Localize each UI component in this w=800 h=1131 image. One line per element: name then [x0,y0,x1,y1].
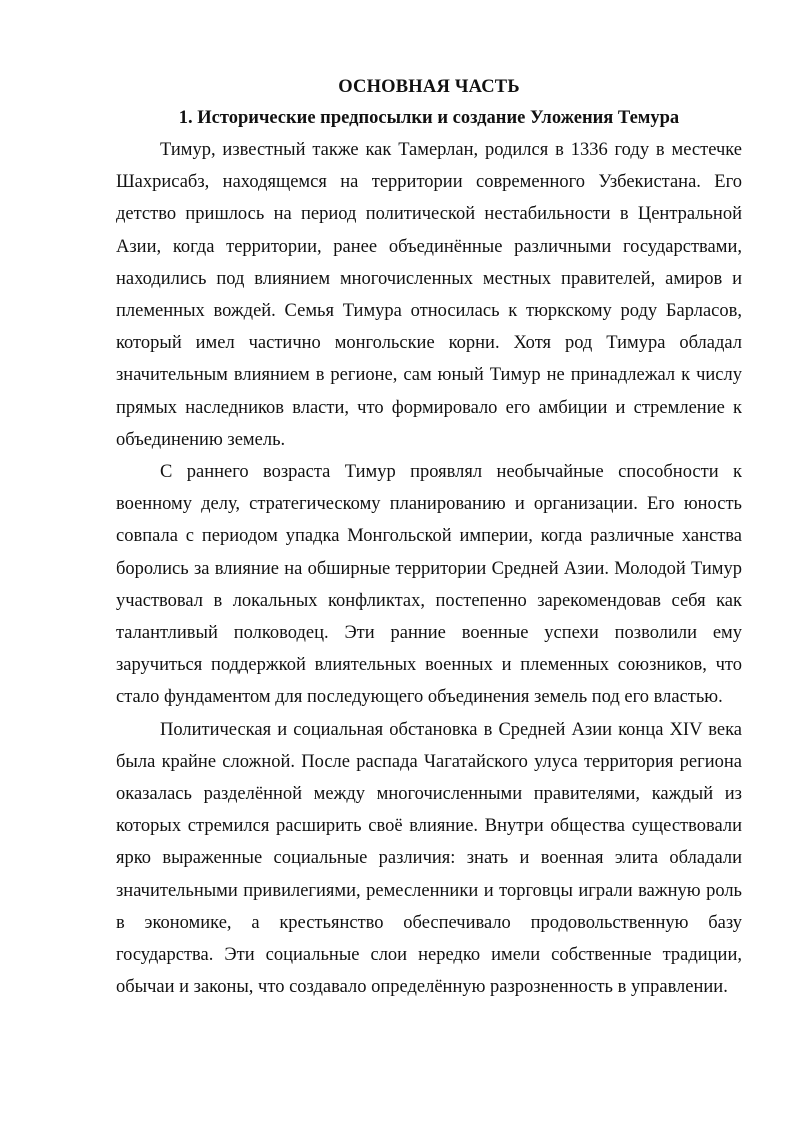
paragraph-1: Тимур, известный также как Тамерлан, родился в 1336 году в местечке Шахрисабз, находящемся на территории современного Узбекистана. Его детство пришлось на период политической нестабильности в Центральной Азии, когда территории, ранее объединённые различными государствами, находились под влиянием многочисленных местных правителей, амиров и племенных вождей. Семья Тимура относилась к тюркскому роду Барласов, который имел частично монгольские корни. Хотя род Тимура обладал значительным влиянием в регионе, сам юный Тимур не принадлежал к числу прямых наследников власти, что формировало его амбиции и стремление к объединению земель. [116,140,742,450]
paragraph-3: Политическая и социальная обстановка в Средней Азии конца XIV века была крайне сложной. После распада Чагатайского улуса территория региона оказалась разделённой между многочисленными правителями, каждый из которых стремился расширить своё влияние. Внутри общества существовали ярко выраженные социальные различия: знать и военная элита обладали значительными привилегиями, ремесленники и торговцы играли важную роль в экономике, а крестьянство обеспечивало продовольственную базу государства. Эти социальные слои нередко имели собственные традиции, обычаи и законы, что создавало определённую разрозненность в управлении. [116,719,742,998]
section-title: 1. Исторические предпосылки и создание Уложения Темура [178,108,680,128]
paragraph-2: С раннего возраста Тимур проявлял необычайные способности к военному делу, стратегическому планированию и организации. Его юность совпала с периодом упадка Монгольской империи, когда различные ханства боролись за влияние на обширные территории Средней Азии. Молодой Тимур участвовал в локальных конфликтах, постепенно зарекомендовав себя как талантливый полководец. Эти ранние военные успехи позволили ему заручиться поддержкой влиятельных военных и племенных союзников, что стало фундаментом для последующего объединения земель под его властью. [116,462,742,708]
page-content [116,72,742,1003]
page-heading: ОСНОВНАЯ ЧАСТЬ [338,77,520,97]
